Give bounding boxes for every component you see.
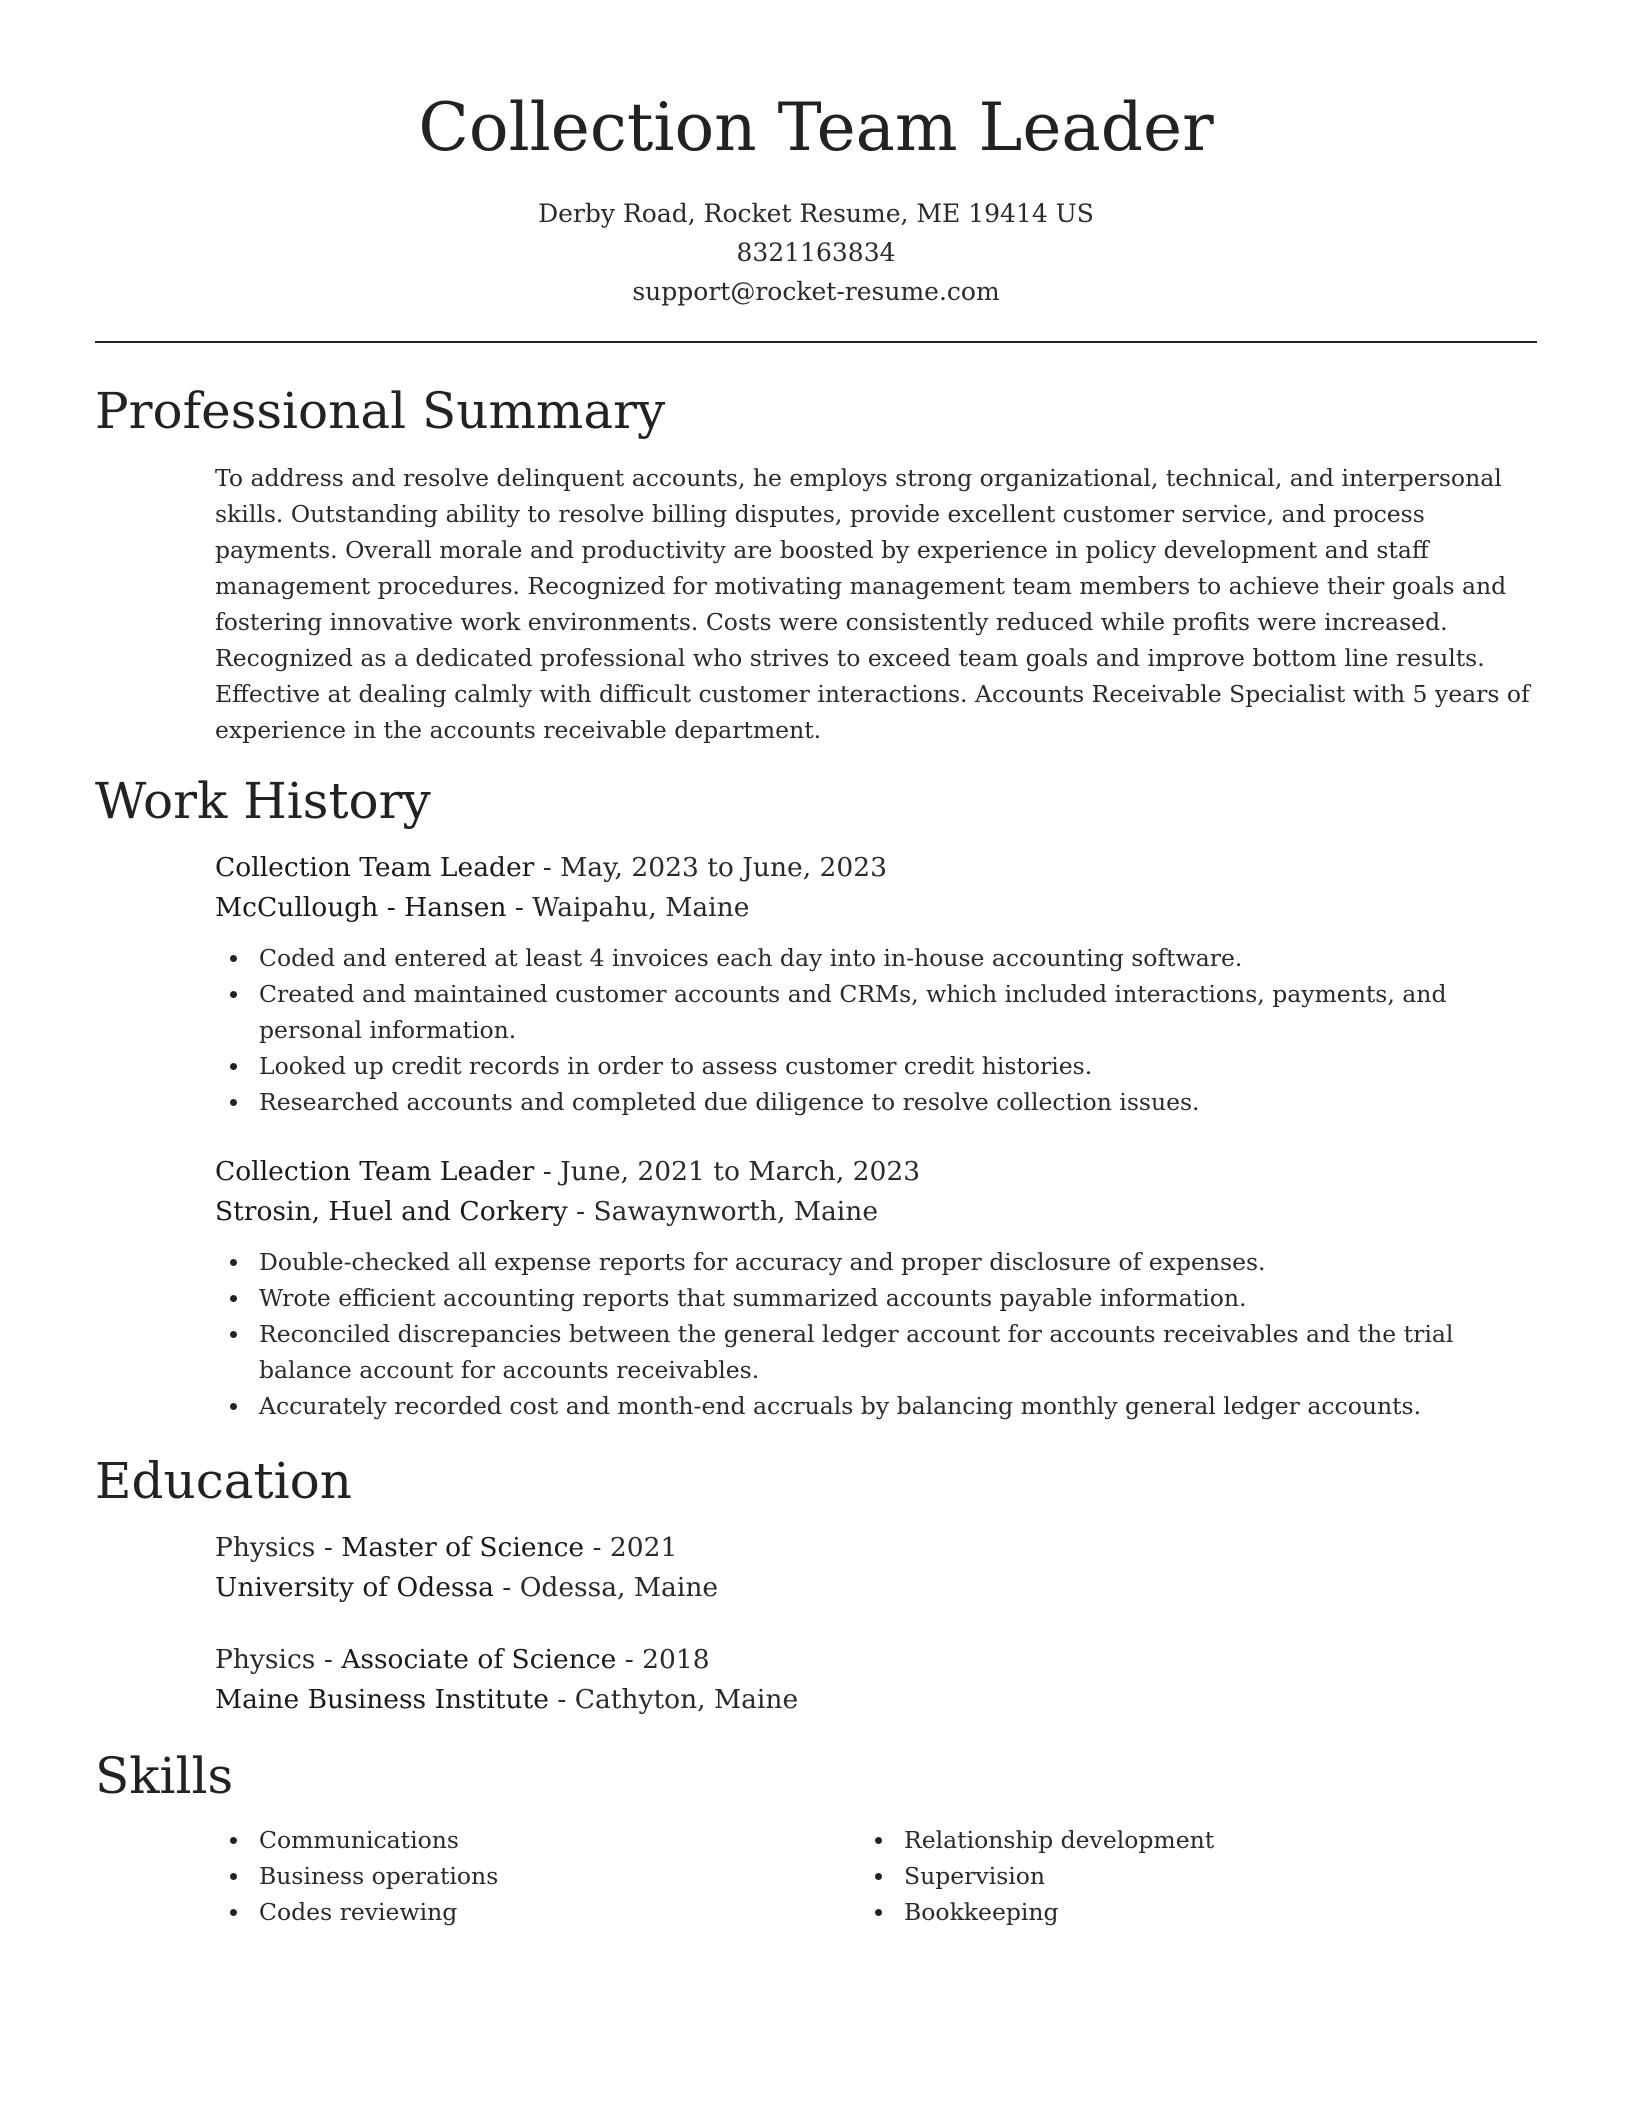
separator: - — [506, 892, 533, 923]
separator: - — [616, 1644, 643, 1675]
degree-year: 2018 — [642, 1644, 710, 1675]
job-entry — [215, 848, 1537, 1120]
header-divider — [95, 341, 1537, 343]
degree-field: Physics — [215, 1532, 316, 1563]
list-item: Reconciled discrepancies between the general ledger account for accounts receivables and the trial balance account for accounts receivables. — [215, 1316, 1537, 1388]
separator: - — [315, 1532, 342, 1563]
job-entry — [215, 1152, 1537, 1424]
school-name: Maine Business Institute — [215, 1684, 549, 1715]
skills-heading: Skills — [95, 1747, 234, 1805]
degree-line — [215, 1528, 1537, 1568]
skill-item: Communications — [215, 1822, 815, 1858]
skills-column-left — [215, 1822, 815, 1930]
list-item: Wrote efficient accounting reports that summarized accounts payable information. — [215, 1280, 1537, 1316]
school-line — [215, 1568, 1537, 1608]
job-title-line — [215, 848, 1537, 888]
job-company-line — [215, 1192, 1537, 1232]
job-dates: May, 2023 to June, 2023 — [560, 852, 887, 883]
job-company-line — [215, 888, 1537, 928]
job-location: Sawaynworth, Maine — [593, 1196, 879, 1227]
education-heading: Education — [95, 1452, 352, 1510]
degree-field: Physics — [215, 1644, 316, 1675]
separator: - — [493, 1572, 520, 1603]
job-role: Collection Team Leader — [215, 852, 535, 883]
summary-heading: Professional Summary — [95, 382, 666, 440]
skill-item: Supervision — [860, 1858, 1460, 1894]
job-company: McCullough - Hansen — [215, 892, 507, 923]
skills-list — [860, 1822, 1460, 1930]
list-item: Double-checked all expense reports for accuracy and proper disclosure of expenses. — [215, 1244, 1537, 1280]
separator: - — [584, 1532, 610, 1563]
degree-name: Master of Science — [341, 1532, 585, 1563]
job-bullets — [215, 940, 1537, 1120]
list-item: Looked up credit records in order to assess customer credit histories. — [215, 1048, 1537, 1084]
school-name: University of Odessa — [215, 1572, 494, 1603]
separator: - — [534, 852, 561, 883]
contact-email: support@rocket-resume.com — [632, 277, 1000, 306]
separator: - — [315, 1644, 342, 1675]
job-bullets — [215, 1244, 1537, 1424]
education-entry — [215, 1640, 1537, 1720]
list-item: Researched accounts and completed due diligence to resolve collection issues. — [215, 1084, 1537, 1120]
degree-year: 2021 — [609, 1532, 678, 1563]
job-role: Collection Team Leader — [215, 1156, 535, 1187]
skill-item: Business operations — [215, 1858, 815, 1894]
degree-line — [215, 1640, 1537, 1680]
list-item: Accurately recorded cost and month-end accruals by balancing monthly general ledger accounts. — [215, 1388, 1537, 1424]
separator: - — [534, 1156, 561, 1187]
school-location: Odessa, Maine — [519, 1572, 719, 1603]
school-line — [215, 1680, 1537, 1720]
skill-item: Bookkeeping — [860, 1894, 1460, 1930]
job-company: Strosin, Huel and Corkery — [215, 1196, 568, 1227]
separator: - — [567, 1196, 594, 1227]
job-location: Waipahu, Maine — [532, 892, 750, 923]
skills-column-right — [860, 1822, 1460, 1930]
work-history-heading: Work History — [95, 772, 431, 830]
separator: - — [548, 1684, 575, 1715]
job-title-line — [215, 1152, 1537, 1192]
summary-section — [215, 460, 1537, 748]
resume-header — [95, 82, 1537, 311]
list-item: Created and maintained customer accounts and CRMs, which included interactions, payments, and personal information. — [215, 976, 1537, 1048]
candidate-name: Collection Team Leader — [418, 89, 1214, 166]
skill-item: Codes reviewing — [215, 1894, 815, 1930]
degree-name: Associate of Science — [341, 1644, 617, 1675]
school-location: Cathyton, Maine — [574, 1684, 799, 1715]
contact-phone: 8321163834 — [736, 238, 896, 267]
skills-list — [215, 1822, 815, 1930]
contact-address: Derby Road, Rocket Resume, ME 19414 US — [538, 199, 1094, 228]
list-item: Coded and entered at least 4 invoices each day into in-house accounting software. — [215, 940, 1537, 976]
job-dates: June, 2021 to March, 2023 — [560, 1156, 921, 1187]
education-entry — [215, 1528, 1537, 1608]
skill-item: Relationship development — [860, 1822, 1460, 1858]
summary-text: To address and resolve delinquent accounts, he employs strong organizational, technical, and interpersonal skills. Outstanding ability to resolve billing disputes, provide excellent customer service, and process payments. Overall morale and productivity are boosted by experience in policy development and staff management procedures. Recognized for motivating management team members to achieve their goals and fostering innovative work environments. Costs were consistently reduced while profits were increased. Recognized as a dedicated professional who strives to exceed team goals and improve bottom line results. Effective at dealing calmly with difficult customer interactions. Accounts Receivable Specialist with 5 years of experience in the accounts receivable department. — [215, 464, 1530, 744]
